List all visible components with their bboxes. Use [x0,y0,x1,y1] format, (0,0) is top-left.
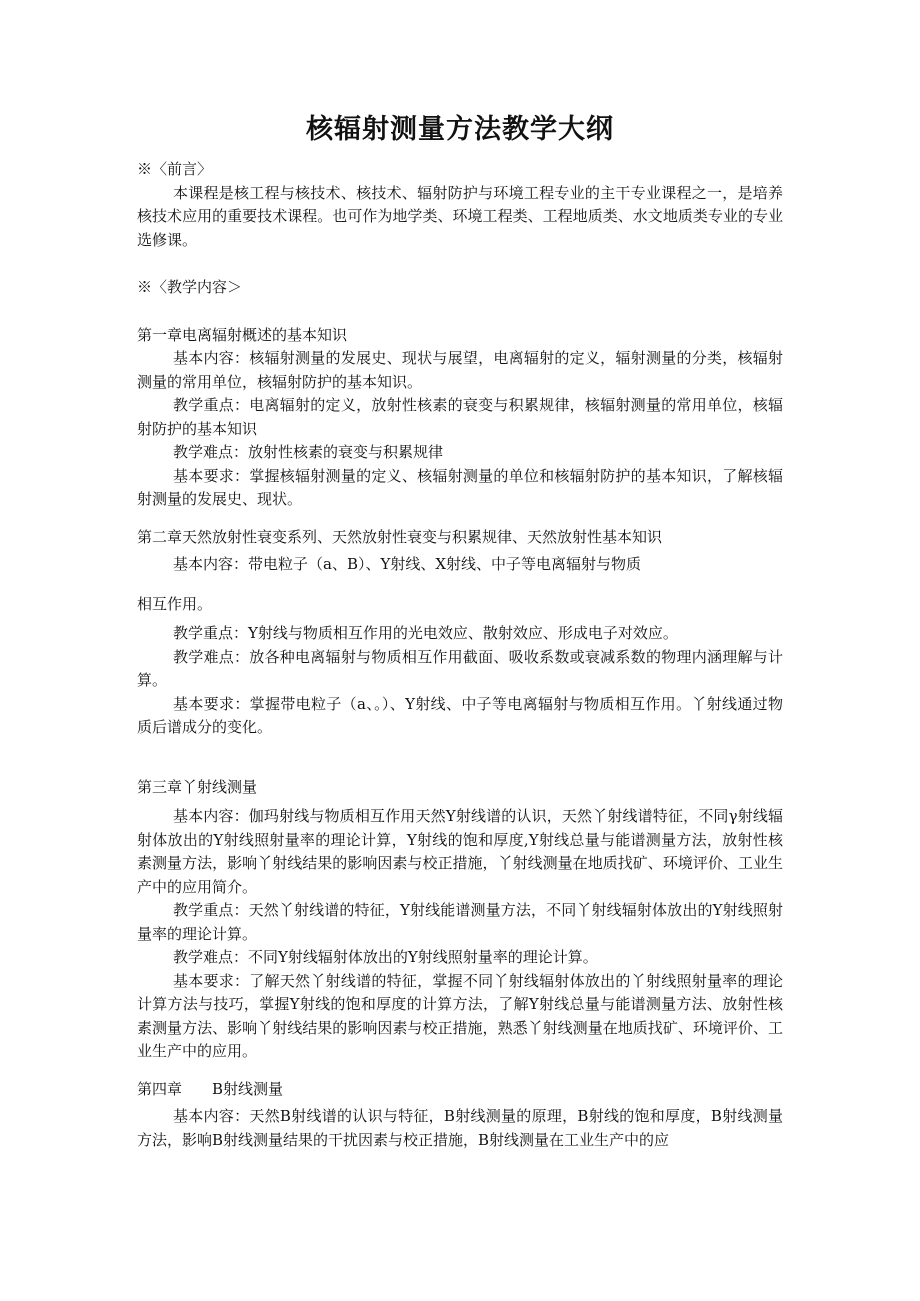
preface-text: 本课程是核工程与核技术、核技术、辐射防护与环境工程专业的主干专业课程之一，是培养核技术应用的重要技术课程。也可作为地学类、环境工程类、工程地质类、水文地质类专业的专业选修课。 [137,183,783,249]
spacer [137,252,783,276]
chapter-1-basic: 基本内容：核辐射测量的发展史、现状与展望，电离辐射的定义，辐射测量的分类，核辐射测量的常用单位，核辐射防护的基本知识。 [137,349,783,391]
spacer [137,300,783,324]
spacer [137,1064,783,1078]
document-page [137,110,783,1152]
chapter-1-key: 教学重点：电离辐射的定义，放射性核素的衰变与积累规律，核辐射测量的常用单位，核辐射防护的基本知识 [137,396,783,438]
document-title: 核辐射测量方法教学大纲 [306,114,614,145]
chapter-3-key: 教学重点：天然丫射线谱的特征，Y射线能谱测量方法，不同丫射线辐射体放出的Y射线照射量率的理论计算。 [137,901,783,943]
chapter-3-basic: 基本内容：伽玛射线与物质相互作用天然Y射线谱的认识，天然丫射线谱特征，不同γ射线辐射体放出的Y射线照射量率的理论计算，Y射线的饱和厚度,Y射线总量与能谱测量方法，放射性核素测量方法，影响丫射线结果的影响因素与校正措施，丫射线测量在地质找矿、环境评价、工业生产中的应用简介。 [137,807,783,896]
chapter-2-key: 教学重点：Y射线与物质相互作用的光电效应、散射效应、形成电子对效应。 [173,624,678,642]
chapter-1-title: 第一章电离辐射概述的基本知识 [137,325,348,344]
chapter-2-requirement: 基本要求：掌握带电粒子（a、。）、Y射线、中子等电离辐射与物质相互作用。丫射线通过物质后谱成分的变化。 [137,694,783,736]
chapter-1-difficulty: 教学难点：放射性核素的衰变与积累规律 [173,443,444,461]
chapter-3-difficulty: 教学难点：不同Y射线辐射体放出的Y射线照射量率的理论计算。 [173,948,598,966]
chapter-2-basic-cont: 相互作用。 [137,594,213,613]
spacer [137,512,783,526]
chapter-2-basic: 基本内容：带电粒子（a、B）、Y射线、X射线、中子等电离辐射与物质 [173,555,642,573]
chapter-4-basic: 基本内容：天然B射线谱的认识与特征，B射线测量的原理，B射线的饱和厚度，B射线测量方法，影响B射线测量结果的干扰因素与校正措施，B射线测量在工业生产中的应 [137,1107,783,1149]
chapter-1-requirement: 基本要求：掌握核辐射测量的定义、核辐射测量的单位和核辐射防护的基本知识，了解核辐射测量的发展史、现状。 [137,466,783,508]
chapter-3-title: 第三章丫射线测量 [137,777,258,796]
chapter-3-requirement: 基本要求：了解天然丫射线谱的特征，掌握不同丫射线辐射体放出的丫射线照射量率的理论计算方法与技巧，掌握Y射线的饱和厚度的计算方法，了解Y射线总量与能谱测量方法、放射性核素测量方法、影响丫射线结果的影响因素与校正措施，熟悉丫射线测量在地质找矿、环境评价、工业生产中的应用。 [137,971,783,1060]
chapter-4-title: 第四章 B射线测量 [137,1079,284,1098]
chapter-2-title: 第二章天然放射性衰变系列、天然放射性衰变与积累规律、天然放射性基本知识 [137,527,663,546]
chapter-2-difficulty: 教学难点：放各种电离辐射与物质相互作用截面、吸收系数或衰减系数的物理内涵理解与计算。 [137,647,783,689]
content-heading: ※〈教学内容＞ [137,278,243,296]
preface-heading: ※〈前言〉 [137,160,213,178]
spacer [137,740,783,776]
